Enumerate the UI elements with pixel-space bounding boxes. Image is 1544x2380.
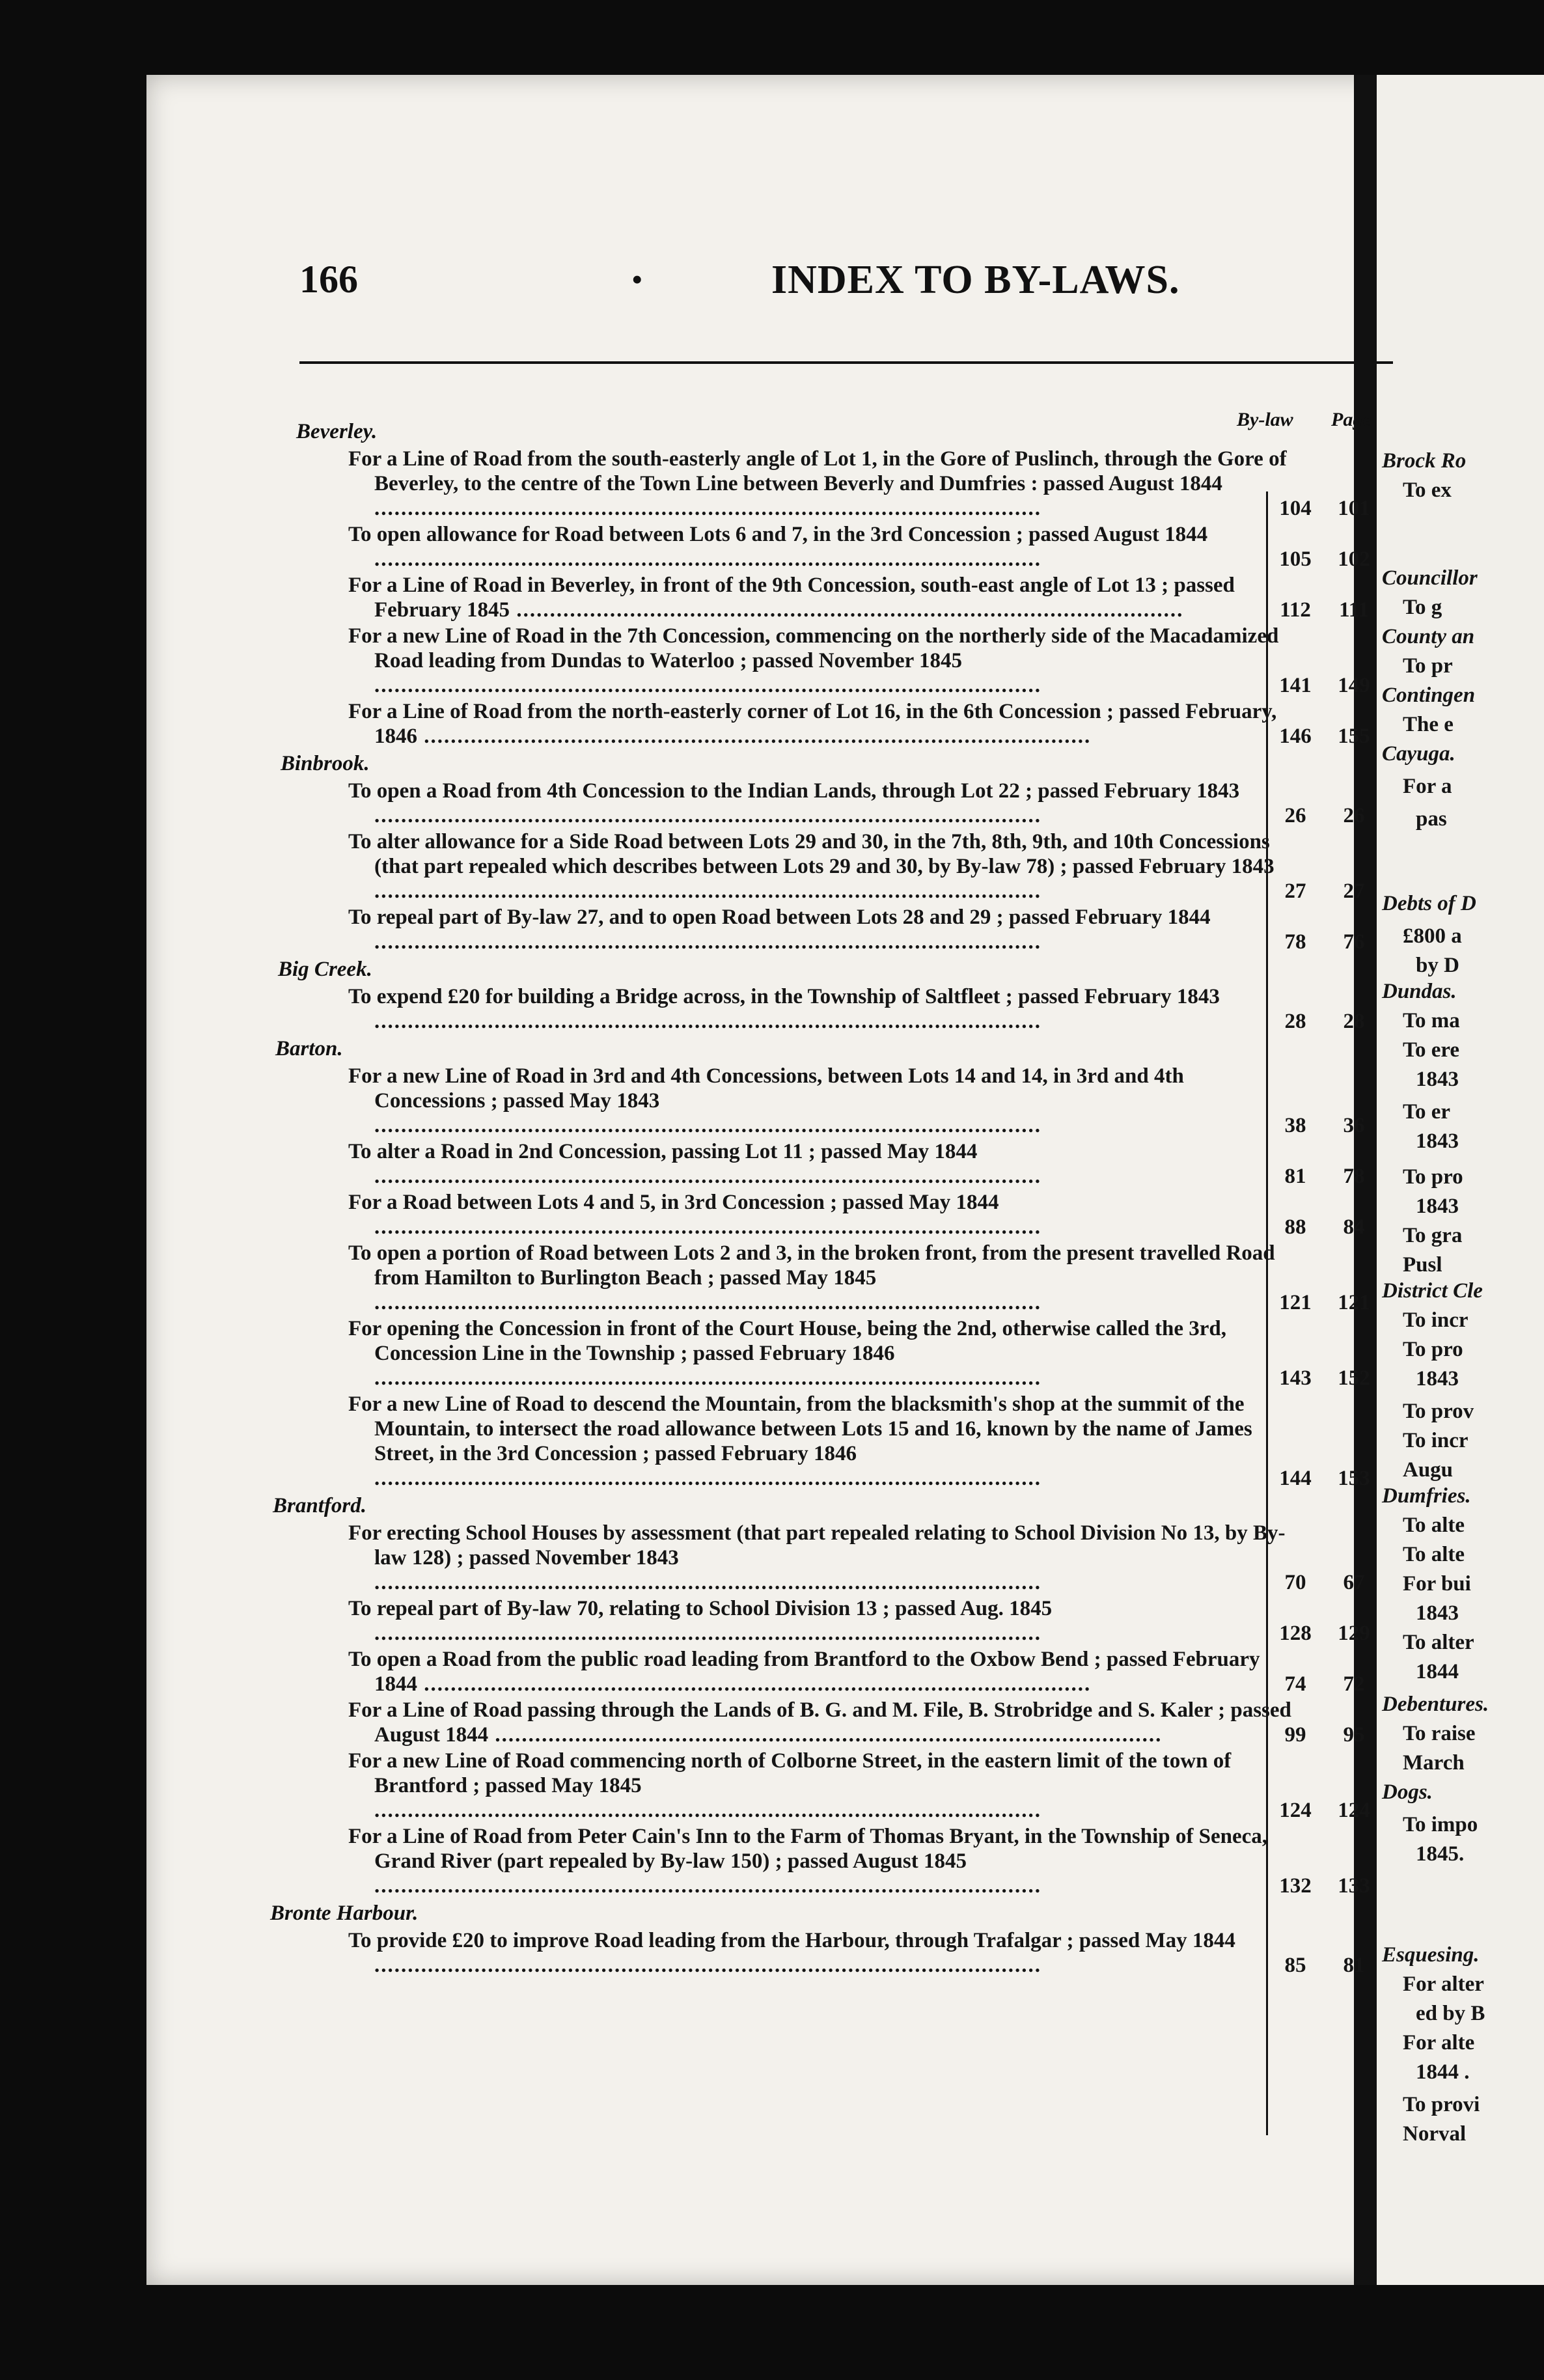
index-entry bbox=[264, 699, 1383, 749]
page-reference: 155 bbox=[1338, 725, 1370, 748]
page-column-header: Page bbox=[1331, 409, 1372, 430]
page-reference: 111 bbox=[1339, 598, 1369, 622]
adjacent-entry-fragment: 1843 bbox=[1416, 1195, 1459, 1218]
index-entry bbox=[264, 1521, 1383, 1595]
bylaw-number: 112 bbox=[1280, 598, 1311, 622]
index-entry bbox=[264, 1392, 1383, 1491]
adjacent-section-title: Contingen bbox=[1382, 684, 1476, 707]
entry-text: For a Line of Road from the north-easterly corner of Lot 16, in the 6th Concession ; passed February, 1846 ..... bbox=[348, 699, 1292, 749]
adjacent-entry-fragment: To gra bbox=[1403, 1224, 1463, 1247]
entry-text: For a new Line of Road to descend the Mountain, from the blacksmith's shop at the summit of the Mountain, to intersect the road allowance between Lots 15 and 16, known by the name of James Street, in the 3rd Concession ; passed February 1846 ..... bbox=[348, 1392, 1292, 1491]
adjacent-entry-fragment: ed by B bbox=[1416, 2002, 1485, 2025]
adjacent-entry-fragment: 1844 bbox=[1416, 1660, 1459, 1683]
entry-text: To expend £20 for building a Bridge across, in the Township of Saltfleet ; passed February 1843 ..... bbox=[348, 984, 1292, 1034]
index-entry bbox=[264, 573, 1383, 622]
entry-references bbox=[1266, 547, 1383, 572]
page-reference: 28 bbox=[1343, 1010, 1365, 1033]
bylaw-number: 132 bbox=[1279, 1874, 1312, 1898]
adjacent-section-title: Dundas. bbox=[1382, 980, 1457, 1003]
entry-references bbox=[1266, 1290, 1383, 1315]
index-entry bbox=[264, 447, 1383, 521]
adjacent-entry-fragment: To incr bbox=[1403, 1308, 1468, 1332]
adjacent-entry-fragment: Augu bbox=[1403, 1458, 1454, 1482]
page-reference: 102 bbox=[1338, 547, 1370, 571]
adjacent-entry-fragment: March bbox=[1403, 1751, 1465, 1775]
index-entry bbox=[264, 1698, 1383, 1747]
entry-references bbox=[1266, 1215, 1383, 1239]
bylaw-number: 38 bbox=[1284, 1114, 1306, 1137]
section-title: Barton. bbox=[275, 1037, 343, 1060]
entry-text: To repeal part of By-law 27, and to open Road between Lots 28 and 29 ; passed February 1844 ..... bbox=[348, 905, 1292, 954]
index-entry bbox=[264, 1928, 1383, 1978]
adjacent-page bbox=[1377, 75, 1544, 2285]
bylaw-number: 85 bbox=[1284, 1954, 1306, 1977]
index-section bbox=[264, 1491, 1383, 1898]
adjacent-entry-fragment: To prov bbox=[1403, 1400, 1474, 1423]
index-section bbox=[264, 954, 1383, 1034]
adjacent-entry-fragment: To ex bbox=[1403, 478, 1452, 502]
index-entry bbox=[264, 1064, 1383, 1138]
entry-text: For a new Line of Road in 3rd and 4th Concessions, between Lots 14 and 14, in 3rd and 4th Concessions ; passed May 1843 ..... bbox=[348, 1064, 1292, 1138]
entry-references bbox=[1266, 1466, 1383, 1491]
adjacent-section-title: Brock Ro bbox=[1382, 449, 1467, 473]
adjacent-entry-fragment: To pro bbox=[1403, 1165, 1463, 1189]
entry-references bbox=[1266, 1953, 1383, 1978]
adjacent-section-title: Councillor bbox=[1382, 566, 1478, 590]
page-reference: 153 bbox=[1338, 1467, 1370, 1490]
entry-text: For a Line of Road from the south-easterly angle of Lot 1, in the Gore of Puslinch, through the Gore of Beverley, to the centre of the Town Line between Beverly and Dumfries : passed August 1844 ..... bbox=[348, 447, 1292, 521]
entry-references bbox=[1266, 724, 1383, 749]
page-reference: 84 bbox=[1343, 1215, 1365, 1239]
index-section bbox=[264, 1898, 1383, 1978]
adjacent-entry-fragment: 1843 bbox=[1416, 1367, 1459, 1391]
entry-references bbox=[1266, 673, 1383, 698]
section-title: Bronte Harbour. bbox=[270, 1902, 419, 1925]
adjacent-entry-fragment: For alter bbox=[1403, 1972, 1484, 1996]
entry-references bbox=[1266, 1723, 1383, 1747]
index-entry bbox=[264, 779, 1383, 828]
page-header bbox=[150, 257, 1393, 316]
page-reference: 27 bbox=[1343, 879, 1365, 903]
entry-text: To alter a Road in 2nd Concession, passing Lot 11 ; passed May 1844 ..... bbox=[348, 1139, 1292, 1189]
entry-references bbox=[1266, 930, 1383, 954]
adjacent-entry-fragment: Pusl bbox=[1403, 1253, 1442, 1277]
bylaw-number: 88 bbox=[1284, 1215, 1306, 1239]
index-entry bbox=[264, 905, 1383, 954]
adjacent-entry-fragment: To alte bbox=[1403, 1543, 1465, 1566]
adjacent-entry-fragment: To raise bbox=[1403, 1722, 1476, 1745]
index-entry bbox=[264, 1749, 1383, 1823]
entry-text: To open a Road from 4th Concession to the Indian Lands, through Lot 22 ; passed February 1843 ..... bbox=[348, 779, 1292, 828]
adjacent-section-title: Esquesing. bbox=[1382, 1943, 1480, 1967]
index-entry bbox=[264, 1241, 1383, 1315]
bylaw-number: 141 bbox=[1279, 674, 1312, 697]
entry-references bbox=[1266, 1164, 1383, 1189]
entry-text: For a Line of Road from Peter Cain's Inn to the Farm of Thomas Bryant, in the Township of Seneca, Grand River (part repealed by By-law 150) ; passed August 1845 ..... bbox=[348, 1824, 1292, 1898]
adjacent-entry-fragment: To alte bbox=[1403, 1514, 1465, 1537]
entry-references bbox=[1266, 1621, 1383, 1646]
entry-text: To open a portion of Road between Lots 2 and 3, in the broken front, from the present travelled Road from Hamilton to Burlington Beach ; passed May 1845 ..... bbox=[348, 1241, 1292, 1315]
page-reference: 67 bbox=[1343, 1571, 1365, 1594]
entry-text: For opening the Concession in front of the Court House, being the 2nd, otherwise called the 3rd, Concession Line in the Township ; passed February 1846 ..... bbox=[348, 1316, 1292, 1391]
adjacent-entry-fragment: To pr bbox=[1403, 654, 1453, 678]
entry-text: To repeal part of By-law 70, relating to School Division 13 ; passed Aug. 1845 ..... bbox=[348, 1596, 1292, 1646]
adjacent-section-title: Dumfries. bbox=[1382, 1484, 1471, 1508]
adjacent-entry-fragment: pas bbox=[1416, 807, 1447, 831]
bylaw-number: 104 bbox=[1279, 497, 1312, 520]
adjacent-entry-fragment: 1843 bbox=[1416, 1068, 1459, 1091]
section-title: Big Creek. bbox=[278, 958, 372, 981]
bylaw-number: 143 bbox=[1279, 1366, 1312, 1390]
page-reference: 124 bbox=[1338, 1799, 1370, 1822]
page-reference: 26 bbox=[1343, 804, 1365, 827]
index-entry bbox=[264, 1139, 1383, 1189]
entry-references bbox=[1266, 1570, 1383, 1595]
page-reference: 78 bbox=[1343, 1165, 1365, 1188]
adjacent-entry-fragment: To pro bbox=[1403, 1338, 1463, 1361]
entry-text: To open a Road from the public road leading from Brantford to the Oxbow Bend ; passed February 1844 ..... bbox=[348, 1647, 1292, 1696]
entry-references bbox=[1266, 1113, 1383, 1138]
bylaw-column-header: By-law bbox=[1237, 409, 1293, 430]
entry-references bbox=[1266, 1672, 1383, 1696]
adjacent-entry-fragment: 1845. bbox=[1416, 1842, 1465, 1866]
entry-text: To provide £20 to improve Road leading from the Harbour, through Trafalgar ; passed May 1844 ..... bbox=[348, 1928, 1292, 1978]
entry-text: To open allowance for Road between Lots 6 and 7, in the 3rd Concession ; passed August 1844 ..... bbox=[348, 522, 1292, 572]
adjacent-entry-fragment: The e bbox=[1403, 713, 1454, 736]
bylaw-number: 28 bbox=[1284, 1010, 1306, 1033]
bylaw-number: 81 bbox=[1284, 1165, 1306, 1188]
entry-references bbox=[1266, 598, 1383, 622]
entry-text: For a Line of Road passing through the Lands of B. G. and M. File, B. Strobridge and S. Kaler ; passed August 1844 ..... bbox=[348, 1698, 1292, 1747]
adjacent-entry-fragment: 1844 . bbox=[1416, 2060, 1470, 2084]
adjacent-entry-fragment: For alte bbox=[1403, 2031, 1475, 2055]
page-reference: 133 bbox=[1338, 1874, 1370, 1898]
adjacent-entry-fragment: £800 a bbox=[1403, 924, 1462, 948]
entry-text: For a new Line of Road in the 7th Concession, commencing on the northerly side of the Macadamized Road leading from Dundas to Waterloo ; passed November 1845 ..... bbox=[348, 624, 1292, 698]
adjacent-entry-fragment: To er bbox=[1403, 1100, 1451, 1124]
bylaw-number: 128 bbox=[1279, 1622, 1312, 1645]
index-entry bbox=[264, 522, 1383, 572]
index-entry bbox=[264, 1647, 1383, 1696]
bylaw-number: 78 bbox=[1284, 930, 1306, 954]
page-reference: 36 bbox=[1343, 1114, 1365, 1137]
running-title: INDEX TO BY-LAWS. bbox=[771, 258, 1180, 302]
header-rule bbox=[299, 361, 1393, 364]
entry-references bbox=[1266, 1009, 1383, 1034]
adjacent-entry-fragment: For bui bbox=[1403, 1572, 1471, 1596]
entry-references bbox=[1266, 879, 1383, 904]
entry-text: For a Line of Road in Beverley, in front of the 9th Concession, south-east angle of Lot 13 ; passed February 1845 ..... bbox=[348, 573, 1292, 622]
entry-references bbox=[1266, 1874, 1383, 1898]
index-entry bbox=[264, 829, 1383, 904]
bylaw-number: 124 bbox=[1279, 1799, 1312, 1822]
entry-references bbox=[1266, 1798, 1383, 1823]
index-section bbox=[264, 417, 1383, 749]
section-title: Beverley. bbox=[296, 420, 378, 443]
adjacent-entry-fragment: To ma bbox=[1403, 1009, 1460, 1032]
index-entry bbox=[264, 1316, 1383, 1391]
adjacent-entry-fragment: To impo bbox=[1403, 1813, 1478, 1836]
adjacent-entry-fragment: by D bbox=[1416, 954, 1459, 977]
index-entry bbox=[264, 1824, 1383, 1898]
adjacent-entry-fragment: 1843 bbox=[1416, 1601, 1459, 1625]
adjacent-section-title: Debts of D bbox=[1382, 892, 1476, 915]
bylaw-number: 27 bbox=[1284, 879, 1306, 903]
entry-references bbox=[1266, 1366, 1383, 1391]
page-reference: 76 bbox=[1343, 930, 1365, 954]
entry-text: For erecting School Houses by assessment (that part repealed relating to School Division No 13, by By-law 128) ; passed November 1843 ..... bbox=[348, 1521, 1292, 1595]
page-reference: 152 bbox=[1338, 1366, 1370, 1390]
bylaw-number: 99 bbox=[1284, 1723, 1306, 1747]
entry-text: To alter allowance for a Side Road between Lots 29 and 30, in the 7th, 8th, 9th, and 10th Concessions (that part repealed which describes between Lots 29 and 30, by By-law 78) ; passed February 1843 ..... bbox=[348, 829, 1292, 904]
adjacent-section-title: Debentures. bbox=[1382, 1693, 1489, 1716]
index-entry bbox=[264, 1190, 1383, 1239]
page-reference: 95 bbox=[1343, 1723, 1365, 1747]
entry-references bbox=[1266, 496, 1383, 521]
bylaw-number: 74 bbox=[1284, 1672, 1306, 1696]
bylaw-number: 121 bbox=[1279, 1291, 1312, 1314]
entry-text: For a Road between Lots 4 and 5, in 3rd Concession ; passed May 1844 ..... bbox=[348, 1190, 1292, 1239]
adjacent-entry-fragment: To ere bbox=[1403, 1038, 1460, 1062]
header-dot: • bbox=[631, 261, 643, 298]
entry-references bbox=[1266, 803, 1383, 828]
adjacent-section-title: District Cle bbox=[1382, 1279, 1483, 1303]
bylaw-number: 26 bbox=[1284, 804, 1306, 827]
index-entry bbox=[264, 984, 1383, 1034]
entry-text: For a new Line of Road commencing north of Colborne Street, in the eastern limit of the town of Brantford ; passed May 1845 ..... bbox=[348, 1749, 1292, 1823]
adjacent-entry-fragment: To alter bbox=[1403, 1631, 1474, 1654]
adjacent-section-title: County an bbox=[1382, 625, 1475, 648]
index-section bbox=[264, 749, 1383, 954]
bylaw-number: 146 bbox=[1279, 725, 1312, 748]
index-entry bbox=[264, 1596, 1383, 1646]
page-reference: 121 bbox=[1338, 1291, 1370, 1314]
adjacent-entry-fragment: For a bbox=[1403, 775, 1452, 798]
page-reference: 129 bbox=[1338, 1622, 1370, 1645]
page-reference: 81 bbox=[1343, 1954, 1365, 1977]
page-reference: 149 bbox=[1338, 674, 1370, 697]
page-number: 166 bbox=[299, 258, 358, 301]
bylaw-number: 105 bbox=[1279, 547, 1312, 571]
bylaw-number: 70 bbox=[1284, 1571, 1306, 1594]
index-section bbox=[264, 1034, 1383, 1491]
adjacent-entry-fragment: To g bbox=[1403, 596, 1442, 619]
adjacent-section-title: Dogs. bbox=[1382, 1780, 1433, 1804]
index-entries bbox=[264, 417, 1383, 1978]
adjacent-entry-fragment: 1843 bbox=[1416, 1129, 1459, 1153]
adjacent-entry-fragment: To incr bbox=[1403, 1429, 1468, 1452]
adjacent-entry-fragment: Norval bbox=[1403, 2122, 1467, 2146]
section-title: Brantford. bbox=[273, 1494, 366, 1517]
index-entry bbox=[264, 624, 1383, 698]
page-reference: 101 bbox=[1338, 497, 1370, 520]
page-reference: 72 bbox=[1343, 1672, 1365, 1696]
bylaw-number: 144 bbox=[1279, 1467, 1312, 1490]
section-title: Binbrook. bbox=[281, 752, 370, 775]
adjacent-section-title: Cayuga. bbox=[1382, 742, 1455, 766]
adjacent-entry-fragment: To provi bbox=[1403, 2093, 1480, 2116]
